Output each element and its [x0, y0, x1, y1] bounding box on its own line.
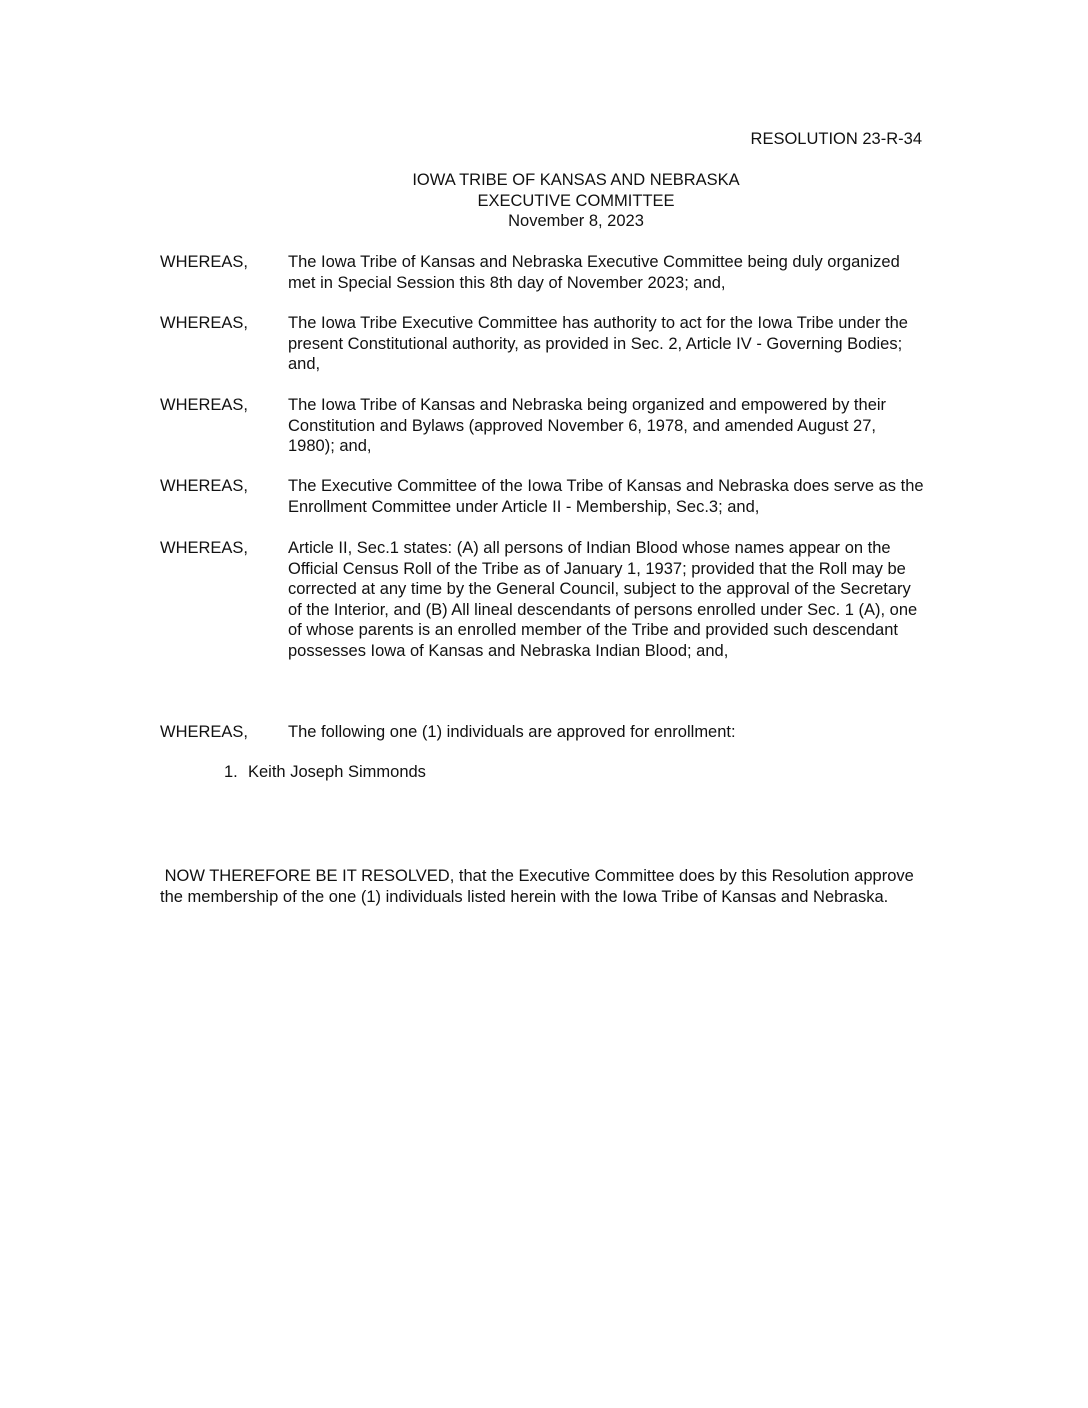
whereas-text: The Iowa Tribe of Kansas and Nebraska being organized and empowered by their Constitution and Bylaws (approved November 6, 1978, and amended August 27, 1980); and, [288, 396, 887, 455]
resolution-number: RESOLUTION 23-R-34 [750, 130, 922, 148]
heading-committee: EXECUTIVE COMMITTEE [477, 191, 675, 210]
list-item [224, 762, 426, 783]
resolved-text: NOW THEREFORE BE IT RESOLVED, that the Executive Committee does by this Resolution approve the membership of the one (1) individuals listed herein with the Iowa Tribe of Kansas and Nebraska. [160, 867, 914, 906]
whereas-clause [160, 476, 926, 517]
list-item-number: 1. [224, 763, 238, 781]
enrollee-list [224, 762, 426, 783]
heading-tribe-name: IOWA TRIBE OF KANSAS AND NEBRASKA [412, 171, 740, 189]
enrollee-name: Keith Joseph Simmonds [248, 763, 426, 781]
whereas-text: The following one (1) individuals are approved for enrollment: [288, 723, 736, 741]
whereas-label: WHEREAS, [160, 539, 249, 557]
whereas-clause [160, 722, 926, 743]
resolved-paragraph [160, 866, 926, 907]
document-heading [160, 170, 992, 232]
whereas-clause [160, 252, 926, 293]
heading-date: November 8, 2023 [508, 212, 644, 230]
whereas-label: WHEREAS, [160, 723, 249, 741]
whereas-label: WHEREAS, [160, 396, 249, 414]
whereas-text: Article II, Sec.1 states: (A) all persons of Indian Blood whose names appear on the Official Census Roll of the Tribe as of January 1, 1937; provided that the Roll may be corrected at any time by the General Council, subject to the approval of the Secretary of the Interior, and (B) All lineal descendants of persons enrolled under Sec. 1 (A), one of whose parents is an enrolled member of the Tribe and provided such descendant possesses Iowa of Kansas and Nebraska Indian Blood; and, [288, 539, 918, 660]
whereas-clause [160, 538, 926, 661]
whereas-clause [160, 395, 926, 457]
whereas-text: The Executive Committee of the Iowa Tribe of Kansas and Nebraska does serve as the Enrollment Committee under Article II - Membership, Sec.3; and, [288, 477, 924, 516]
whereas-text: The Iowa Tribe of Kansas and Nebraska Executive Committee being duly organized met in Special Session this 8th day of November 2023; and, [288, 253, 900, 292]
whereas-label: WHEREAS, [160, 477, 249, 495]
whereas-clause [160, 313, 926, 375]
whereas-text: The Iowa Tribe Executive Committee has authority to act for the Iowa Tribe under the present Constitutional authority, as provided in Sec. 2, Article IV - Governing Bodies; and, [288, 314, 908, 373]
whereas-label: WHEREAS, [160, 253, 249, 271]
whereas-label: WHEREAS, [160, 314, 249, 332]
